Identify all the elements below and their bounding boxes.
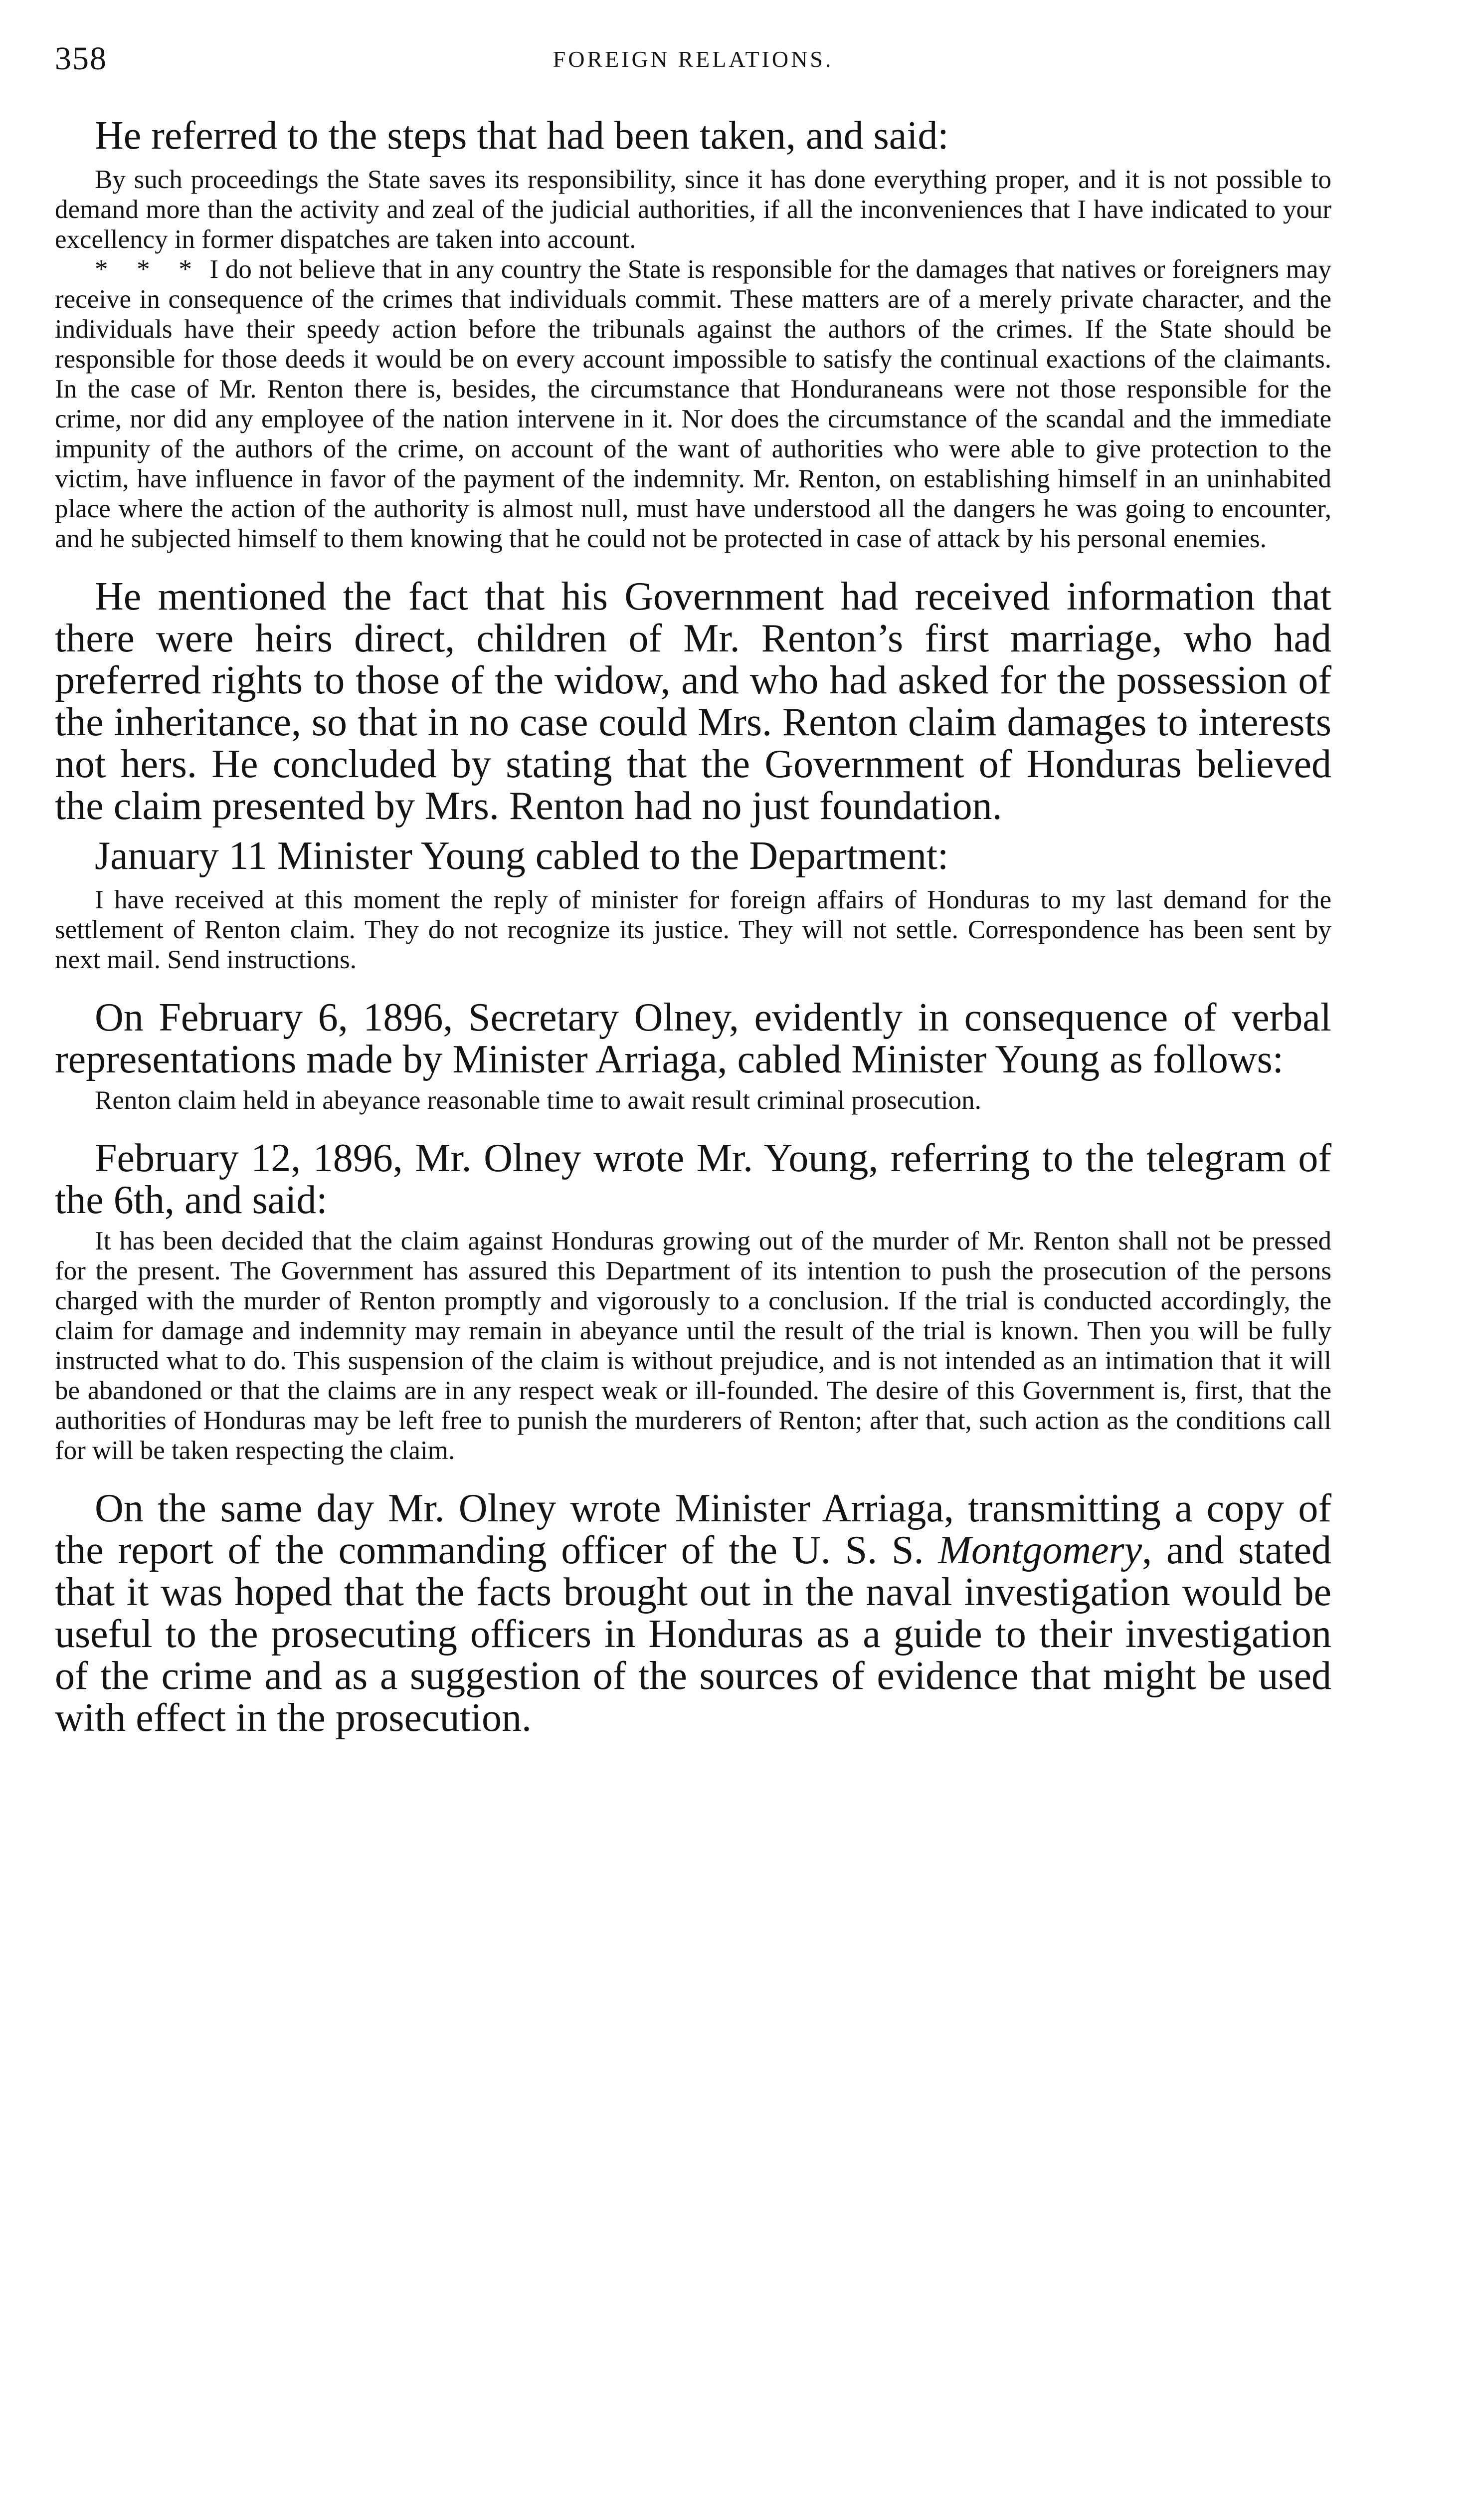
quote-text: I do not believe that in any country the State is responsible for the damages that natives or foreigners may receive in consequence of the crimes that individuals commit. These matters are of a merely private character, and the individuals have their speedy action before the tribunals against the authors of the crimes. If the State should be responsible for those deeds it would be on every account impossible to satisfy the continual exactions of the claimants. In the case of Mr. Renton there is, besides, the circumstance that Honduraneans were not those responsible for the crime, nor did any employee of the nation intervene in it. Nor does the circumstance of the scandal and the immediate impunity of the authors of the crime, on account of the want of authorities who were able to give protection to the victim, have influence in favor of the payment of the indemnity. Mr. Renton, on establishing himself in an uninhabited place where the action of the authority is almost null, must have understood all the dangers he was going to encounter, and he subjected himself to them knowing that he could not be protected in case of attack by his personal enemies. (55, 255, 1332, 553)
paragraph-heirs: He mentioned the fact that his Government had received information that there were heirs direct, children of Mr. Renton’s first marriage, who had preferred rights to those of the widow, and who had asked for the possession of the inheritance, so that in no case could Mrs. Renton claim damages to interests not hers. He concluded by stating that the Government of Honduras believed the claim presented by Mrs. Renton had no just foundation. (55, 575, 1331, 828)
document-page (55, 40, 1331, 1744)
ship-name: Montgomery (938, 1528, 1142, 1572)
running-title: FOREIGN RELATIONS. (553, 46, 834, 72)
paragraph-olney-cable: On February 6, 1896, Secretary Olney, evidently in consequence of verbal representations made by Minister Arriaga, cabled Minister Young as follows: (55, 996, 1331, 1081)
quote-paragraph (55, 254, 1331, 554)
paragraph-text: On the same day Mr. Olney wrote Minister Arriaga, transmitting a copy of the report of the commanding officer of the U. S. S. (55, 1486, 1331, 1572)
paragraph-intro-steps: He referred to the steps that had been taken, and said: (95, 114, 949, 158)
block-quote-abeyance (55, 1085, 1331, 1115)
page-number: 358 (55, 40, 107, 77)
paragraph-olney-letter: February 12, 1896, Mr. Olney wrote Mr. Young, referring to the telegram of the 6th, and said: (55, 1136, 1331, 1222)
paragraph-cable-intro: January 11 Minister Young cabled to the Department: (95, 834, 949, 878)
ellipsis-stars: * * * (95, 255, 203, 284)
quote-paragraph: Renton claim held in abeyance reasonable time to await result criminal prosecution. (95, 1086, 981, 1115)
paragraph-montgomery-report (55, 1487, 1331, 1739)
quote-paragraph: It has been decided that the claim against Honduras growing out of the murder of Mr. Renton shall not be pressed for the present. The Government has assured this Department of its intention to push the prosecution of the persons charged with the murder of Renton promptly and vigorously to a conclusion. If the trial is conducted accordingly, the claim for damage and indemnity may remain in abeyance until the result of the trial is known. Then you will be fully instructed what to do. This suspension of the claim is without prejudice, and is not intended as an intimation that it will be abandoned or that the claims are in any respect weak or ill-founded. The desire of this Government is, first, that the authorities of Honduras may be left free to punish the murderers of Renton; after that, such action as the conditions call for will be taken respecting the claim. (55, 1227, 1331, 1465)
page-header (55, 40, 1331, 95)
block-quote-claim-suspension (55, 1226, 1331, 1465)
paragraph-text: , and stated that it was hoped that the facts brought out in the naval investigation would be useful to the prosecuting officers in Honduras as a guide to their investigation of the crime and as a suggestion of the sources of evidence that might be used with effect in the prosecution. (55, 1528, 1332, 1740)
quote-paragraph: I have received at this moment the reply of minister for foreign affairs of Honduras to my last demand for the settlement of Renton claim. They do not recognize its justice. They will not settle. Correspondence has been sent by next mail. Send instructions. (55, 885, 1331, 974)
block-quote-responsibility (55, 165, 1331, 554)
quote-paragraph: By such proceedings the State saves its responsibility, since it has done everything proper, and it is not possible to demand more than the activity and zeal of the judicial authorities, if all the inconveniences that I have indicated to your excellency in former dispatches are taken into account. (55, 165, 1331, 254)
block-quote-cable (55, 885, 1331, 975)
